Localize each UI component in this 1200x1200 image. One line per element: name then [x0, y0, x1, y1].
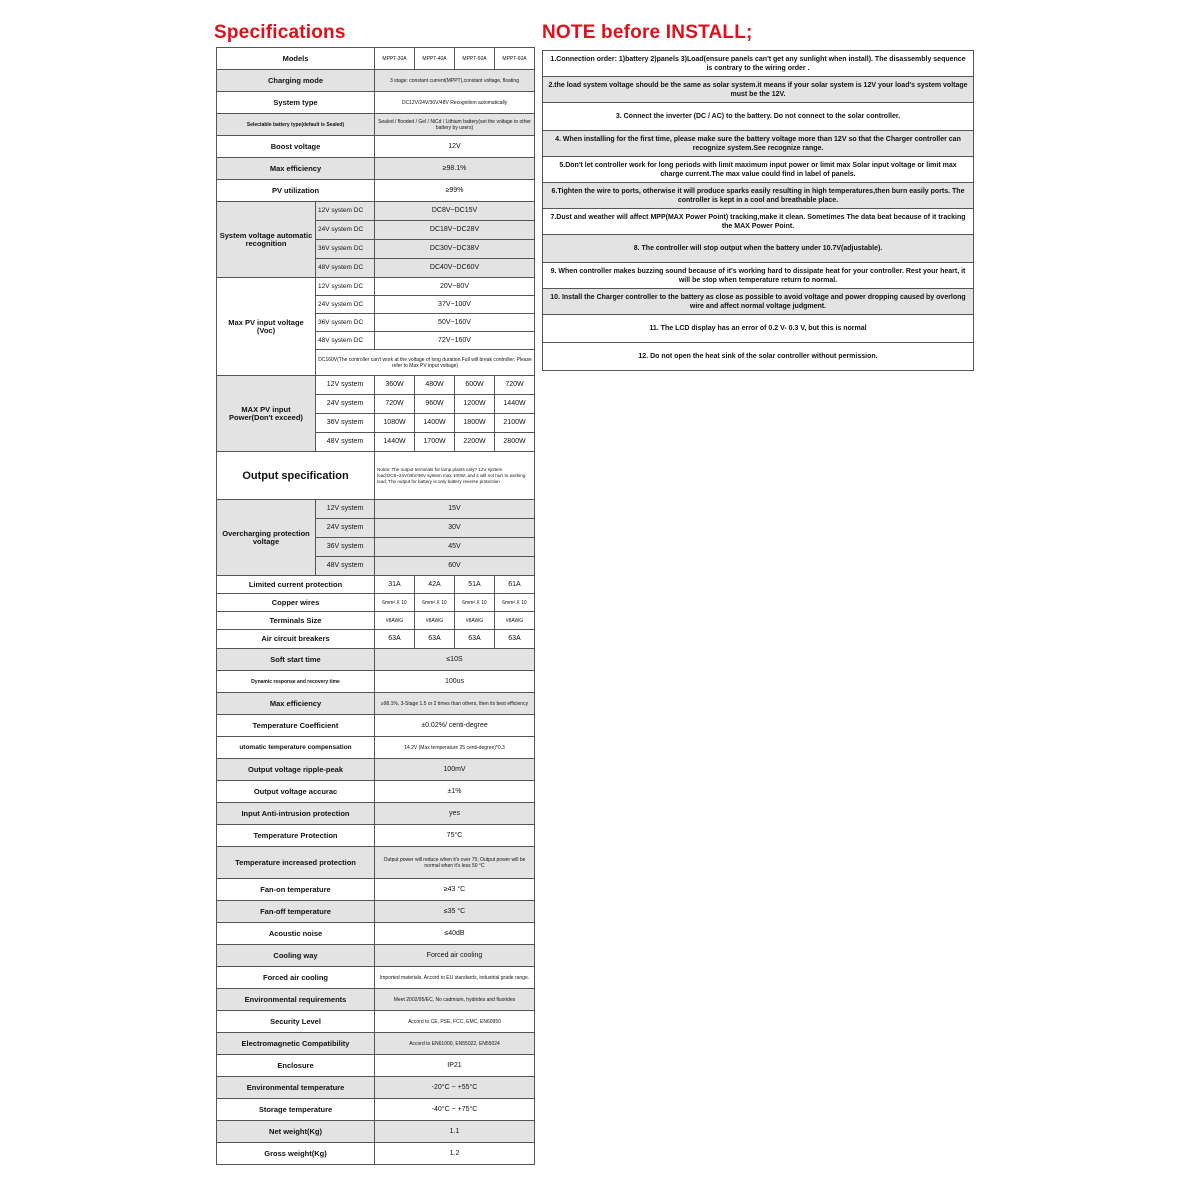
note-item: 6.Tighten the wire to ports, otherwise it will produce sparks easily resulting in high temperatures,then burn easily ports. The controller is kept in a cool and breathable place. [543, 183, 974, 209]
table-row [217, 803, 535, 825]
table-row [217, 1011, 535, 1033]
table-row [217, 847, 535, 879]
table-row [217, 737, 535, 759]
value-cell: 2200W [455, 433, 495, 452]
max-efficiency-value: ≥98.1% [375, 158, 535, 180]
table-row [217, 500, 535, 519]
value-cell: ≤35 °C [375, 901, 535, 923]
value-cell: 6mm² X 10 [375, 594, 415, 612]
model-cell: MPPT-40A [415, 48, 455, 70]
sub-label: 24V system [316, 395, 375, 414]
table-row [217, 649, 535, 671]
value-cell: 1.1 [375, 1121, 535, 1143]
note-row [543, 315, 974, 343]
table-row [217, 967, 535, 989]
value-cell: 15V [375, 500, 535, 519]
sub-label: 36V system DC [316, 240, 375, 259]
note-row [543, 157, 974, 183]
pv-utilization-label: PV utilization [217, 180, 375, 202]
value-cell: Imported materials, Accord to EU standards, industrial grade range. [375, 967, 535, 989]
note-row [543, 235, 974, 263]
auto-temp-comp-label: utomatic temperature compensation [217, 737, 375, 759]
value-cell: DC30V~DC38V [375, 240, 535, 259]
note-item: 12. Do not open the heat sink of the solar controller without permission. [543, 343, 974, 371]
value-cell: ≥98.1%, 3-Stage 1.5 or 2 times than others, then its best efficiency [375, 693, 535, 715]
note-item: 11. The LCD display has an error of 0.2 V- 0.3 V, but this is normal [543, 315, 974, 343]
specifications-heading: Specifications [214, 22, 346, 43]
specifications-table [216, 47, 535, 1165]
note-item: 9. When controller makes buzzing sound because of it's working hard to dissipate heat for your controller. Rest your heart, it will be stop when temperature return to normal. [543, 263, 974, 289]
note-item: 8. The controller will stop output when the battery under 10.7V(adjustable). [543, 235, 974, 263]
table-row [217, 1121, 535, 1143]
overcharging-label: Overcharging protection voltage [217, 500, 316, 576]
value-cell: ≥43 °C [375, 879, 535, 901]
table-row [217, 630, 535, 649]
value-cell: 61A [495, 576, 535, 594]
value-cell: yes [375, 803, 535, 825]
table-row [217, 1099, 535, 1121]
note-row [543, 51, 974, 77]
system-type-label: System type [217, 92, 375, 114]
value-cell: Meet 2002/95/EC, No cadmium, hydrides and fluorides [375, 989, 535, 1011]
fan-on-label: Fan-on temperature [217, 879, 375, 901]
note-item: 3. Connect the inverter (DC / AC) to the battery. Do not connect to the solar controller. [543, 103, 974, 131]
sub-label: 48V system DC [316, 332, 375, 350]
sub-label: 48V system [316, 433, 375, 452]
value-cell: Accord to EN61000, EN55022, EN55024 [375, 1033, 535, 1055]
value-cell: DC40V~DC60V [375, 259, 535, 278]
value-cell: 600W [455, 376, 495, 395]
value-cell: 63A [375, 630, 415, 649]
note-item: 7.Dust and weather will affect MPP(MAX Power Point) tracking,make it clean. Sometimes The data beat because of it tracking the MAX Power Point. [543, 209, 974, 235]
selectable-battery-label: Selectable battery type(default is Sealed) [217, 114, 375, 136]
storage-temp-label: Storage temperature [217, 1099, 375, 1121]
value-cell: 14.2V (Max temperature 25 centi-degree)*0.3 [375, 737, 535, 759]
note-row [543, 343, 974, 371]
selectable-battery-value: Sealed / flooded / Gel / NiCd / Lithium battery(set the voltage to other battery by users) [375, 114, 535, 136]
max-pv-voltage-label: Max PV input voltage (Voc) [217, 278, 316, 376]
forced-air-label: Forced air cooling [217, 967, 375, 989]
boost-voltage-value: 12V [375, 136, 535, 158]
value-cell: 720W [495, 376, 535, 395]
note-before-install-heading: NOTE before INSTALL; [542, 22, 753, 43]
sub-label: 24V system [316, 519, 375, 538]
value-cell: 1.2 [375, 1143, 535, 1165]
table-row [217, 1077, 535, 1099]
value-cell: 960W [415, 395, 455, 414]
net-weight-label: Net weight(Kg) [217, 1121, 375, 1143]
value-cell: 50V~160V [375, 314, 535, 332]
table-row [217, 945, 535, 967]
table-row [217, 158, 535, 180]
sub-label: 12V system DC [316, 202, 375, 221]
table-row [217, 901, 535, 923]
boost-voltage-label: Boost voltage [217, 136, 375, 158]
sub-label: 48V system [316, 557, 375, 576]
value-cell: 63A [455, 630, 495, 649]
temp-coefficient-label: Temperature Coefficient [217, 715, 375, 737]
anti-intrusion-label: Input Anti-intrusion protection [217, 803, 375, 825]
charging-mode-label: Charging mode [217, 70, 375, 92]
value-cell: #8AWG [415, 612, 455, 630]
value-cell: 2100W [495, 414, 535, 433]
table-row [217, 92, 535, 114]
sub-label: 36V system DC [316, 314, 375, 332]
table-row [217, 48, 535, 70]
value-cell: 100mV [375, 759, 535, 781]
note-item: 2.the load system voltage should be the same as solar system.it means if your solar system is 12V your load's system voltage must be the 12V. [543, 77, 974, 103]
system-type-value: DC12V/24V/36V/48V Recognition automatically [375, 92, 535, 114]
value-cell: ±0.02%/ centi-degree [375, 715, 535, 737]
table-row [217, 114, 535, 136]
table-row [217, 452, 535, 500]
table-row [217, 671, 535, 693]
security-level-label: Security Level [217, 1011, 375, 1033]
note-item: 1.Connection order: 1)battery 2)panels 3)Load(ensure panels can't get any sunlight when install). The disassembly sequence is contrary to the wiring order . [543, 51, 974, 77]
sub-label: 48V system DC [316, 259, 375, 278]
air-breakers-label: Air circuit breakers [217, 630, 375, 649]
value-cell: 45V [375, 538, 535, 557]
table-row [217, 278, 535, 296]
value-cell: ±1% [375, 781, 535, 803]
value-cell: ≤40dB [375, 923, 535, 945]
note-row [543, 77, 974, 103]
value-cell: 1400W [415, 414, 455, 433]
sub-label: 36V system [316, 414, 375, 433]
value-cell: 51A [455, 576, 495, 594]
env-temp-label: Environmental temperature [217, 1077, 375, 1099]
value-cell: 63A [415, 630, 455, 649]
value-cell: 31A [375, 576, 415, 594]
value-cell: -20°C ~ +55°C [375, 1077, 535, 1099]
value-cell: 1440W [495, 395, 535, 414]
table-row [217, 612, 535, 630]
note-row [543, 103, 974, 131]
pv-utilization-value: ≥99% [375, 180, 535, 202]
sub-label: 24V system DC [316, 296, 375, 314]
value-cell: 1200W [455, 395, 495, 414]
install-notes-table [542, 50, 974, 371]
table-row [217, 376, 535, 395]
value-cell: 6mm² X 10 [495, 594, 535, 612]
value-cell: 63A [495, 630, 535, 649]
value-cell: 100us [375, 671, 535, 693]
note-row [543, 183, 974, 209]
cooling-way-label: Cooling way [217, 945, 375, 967]
dynamic-response-label: Dynamic response and recovery time [217, 671, 375, 693]
table-row [217, 781, 535, 803]
limited-current-label: Limited current protection [217, 576, 375, 594]
value-cell: 30V [375, 519, 535, 538]
ripple-peak-label: Output voltage ripple-peak [217, 759, 375, 781]
note-item: 4. When installing for the first time, please make sure the battery voltage more than 12V so that the Charger controller can recognize system.See recognize range. [543, 131, 974, 157]
value-cell: 6mm² X 10 [415, 594, 455, 612]
sub-label: 24V system DC [316, 221, 375, 240]
table-row [217, 576, 535, 594]
table-row [217, 879, 535, 901]
table-row [217, 923, 535, 945]
max-efficiency-2-label: Max efficiency [217, 693, 375, 715]
table-row [217, 989, 535, 1011]
table-row [217, 202, 535, 221]
value-cell: Forced air cooling [375, 945, 535, 967]
note-row [543, 209, 974, 235]
value-cell: 480W [415, 376, 455, 395]
value-cell: 1080W [375, 414, 415, 433]
value-cell: 1800W [455, 414, 495, 433]
table-row [217, 693, 535, 715]
value-cell: Output power will reduce when it's over 75; Output power will be normal when it's less 50 °C [375, 847, 535, 879]
table-row [217, 136, 535, 158]
value-cell: 42A [415, 576, 455, 594]
output-specification-label: Output specification [217, 452, 375, 500]
value-cell: 1700W [415, 433, 455, 452]
value-cell: DC8V~DC15V [375, 202, 535, 221]
soft-start-label: Soft start time [217, 649, 375, 671]
charging-mode-value: 3 stage: constant current(MPPT),constant voltage, floating [375, 70, 535, 92]
table-row [217, 1055, 535, 1077]
enclosure-label: Enclosure [217, 1055, 375, 1077]
max-efficiency-label: Max efficiency [217, 158, 375, 180]
model-cell: MPPT-50A [455, 48, 495, 70]
gross-weight-label: Gross weight(Kg) [217, 1143, 375, 1165]
max-pv-power-label: MAX PV input Power(Don't exceed) [217, 376, 316, 452]
value-cell: 20V~80V [375, 278, 535, 296]
sub-label: 12V system DC [316, 278, 375, 296]
voltage-accuracy-label: Output voltage accurac [217, 781, 375, 803]
value-cell: 720W [375, 395, 415, 414]
copper-wires-label: Copper wires [217, 594, 375, 612]
value-cell: 360W [375, 376, 415, 395]
system-voltage-label: System voltage automatic recognition [217, 202, 316, 278]
note-row [543, 263, 974, 289]
sub-label: 36V system [316, 538, 375, 557]
models-label: Models [217, 48, 375, 70]
output-specification-note: Notes: The output terminals for lamp plants only? 12V system load:DC8~24V/36V/48V system max 100W; and it will not hurt to working load; The output for battery is only battery reverse protection [375, 452, 535, 500]
value-cell: 37V~100V [375, 296, 535, 314]
note-item: 5.Don't let controller work for long periods with limit maximum input power or limit max Solar input voltage or limit max charge current.The max value could find in label of panels. [543, 157, 974, 183]
value-cell: 1440W [375, 433, 415, 452]
acoustic-noise-label: Acoustic noise [217, 923, 375, 945]
table-row [217, 180, 535, 202]
note-row [543, 289, 974, 315]
table-row [217, 715, 535, 737]
table-row [217, 825, 535, 847]
note-row [543, 131, 974, 157]
sub-label: 12V system [316, 376, 375, 395]
note-item: 10. Install the Charger controller to the battery as close as possible to avoid voltage and power dropping caused by overlong wire and affect normal voltage judgment. [543, 289, 974, 315]
emc-label: Electromagnetic Compatibility [217, 1033, 375, 1055]
value-cell: DC18V~DC28V [375, 221, 535, 240]
value-cell: Accord to CE, PSE, FCC, EMC, EN60950 [375, 1011, 535, 1033]
table-row [217, 1033, 535, 1055]
value-cell: #8AWG [455, 612, 495, 630]
value-cell: 72V~160V [375, 332, 535, 350]
value-cell: ≤10S [375, 649, 535, 671]
value-cell: #8AWG [495, 612, 535, 630]
temp-protection-label: Temperature Protection [217, 825, 375, 847]
value-cell: 2800W [495, 433, 535, 452]
env-requirements-label: Environmental requirements [217, 989, 375, 1011]
sub-label: 12V system [316, 500, 375, 519]
value-cell: IP21 [375, 1055, 535, 1077]
max-pv-voltage-note: DC160V(The controller can't work at the voltage of long duration.Full will break controller. Please refer to Max PV input voltage) [316, 350, 535, 376]
value-cell: 6mm² X 10 [455, 594, 495, 612]
terminals-label: Terminals Size [217, 612, 375, 630]
table-row [217, 759, 535, 781]
table-row [217, 594, 535, 612]
table-row [217, 70, 535, 92]
model-cell: MPPT-30A [375, 48, 415, 70]
temp-increased-label: Temperature increased protection [217, 847, 375, 879]
fan-off-label: Fan-off temperature [217, 901, 375, 923]
model-cell: MPPT-60A [495, 48, 535, 70]
value-cell: 60V [375, 557, 535, 576]
value-cell: 75°C [375, 825, 535, 847]
value-cell: -40°C ~ +75°C [375, 1099, 535, 1121]
value-cell: #8AWG [375, 612, 415, 630]
table-row [217, 1143, 535, 1165]
